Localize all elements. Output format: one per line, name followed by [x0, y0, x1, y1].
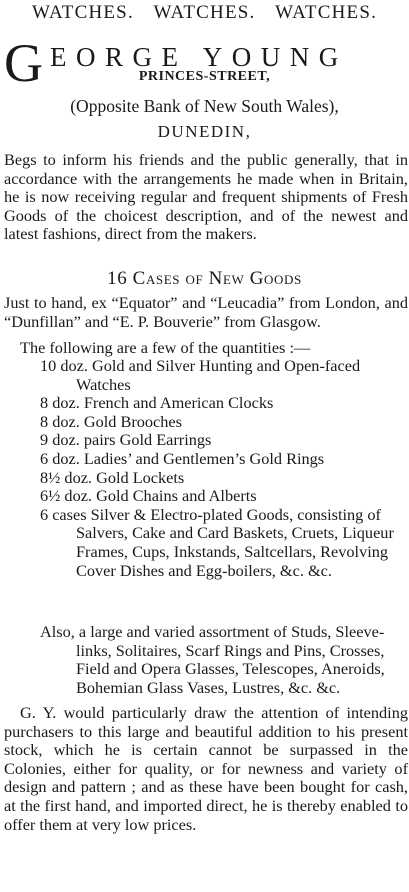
cases-heading: 16 Cases of New Goods [107, 268, 302, 289]
list-item: 6½ doz. Gold Chains and Alberts [40, 486, 257, 506]
location-note: (Opposite Bank of New South Wales), [70, 96, 339, 116]
drop-cap-initial: G [4, 33, 43, 93]
list-item: 9 doz. pairs Gold Earrings [40, 430, 212, 450]
street-address: PRINCES-STREET, [138, 69, 271, 84]
intro-paragraph: Begs to inform his friends and the public generally, that in accordance with the arrangements he made when in Britain, he is now receiving regular and frequent shipments of Fresh Goods of the choicest description, and of the newest and latest fashions, direct from the makers. [4, 150, 408, 244]
quantities-intro: The following are a few of the quantities :— [20, 338, 311, 357]
list-item: 6 doz. Ladies’ and Gentlemen’s Gold Rings [40, 448, 325, 468]
also-paragraph: Also, a large and varied assortment of Studs, Sleeve-links, Solitaires, Scarf Rings and Pins, Crosses, Field and Opera Glasses, Telescopes, Aneroids, Bohemian Glass Vases, Lustres, &c. &c. [40, 622, 385, 697]
list-item: 8 doz. French and American Clocks [40, 393, 274, 413]
list-item: 8 doz. Gold Brooches [40, 411, 182, 431]
city-name: DUNEDIN, [157, 122, 252, 141]
advertiser-name [4, 33, 409, 96]
advertiser-name-rest: EORGE YOUNG [50, 42, 348, 72]
arrival-paragraph: Just to hand, ex “Equator” and “Leucadia” from London, and “Dunfillan” and “E. P. Bouverie” from Glasgow. [4, 293, 408, 331]
list-item: 8½ doz. Gold Lockets [40, 467, 185, 487]
list-item: 10 doz. Gold and Silver Hunting and Open-faced Watches [40, 356, 361, 394]
list-item: 6 cases Silver & Electro-plated Goods, consisting of Salvers, Cake and Card Baskets, Cruets, Liqueur Frames, Cups, Inkstands, Saltcellars, Revolving Cover Dishes and Egg-boilers, &c. &c. [40, 504, 394, 580]
item-list [0, 357, 409, 580]
closing-paragraph: G. Y. would particularly draw the attention of intending purchasers to this large and beautiful addition to his present stock, which he is certain cannot be surpassed in the Colonies, either for quality, or for newness and variety of design and pattern ; and as these have been bought for cash, at the first hand, and imported direct, he is thereby enabled to offer them at very low prices. [4, 703, 408, 834]
banner-heading: WATCHES. WATCHES. WATCHES. [31, 2, 378, 23]
